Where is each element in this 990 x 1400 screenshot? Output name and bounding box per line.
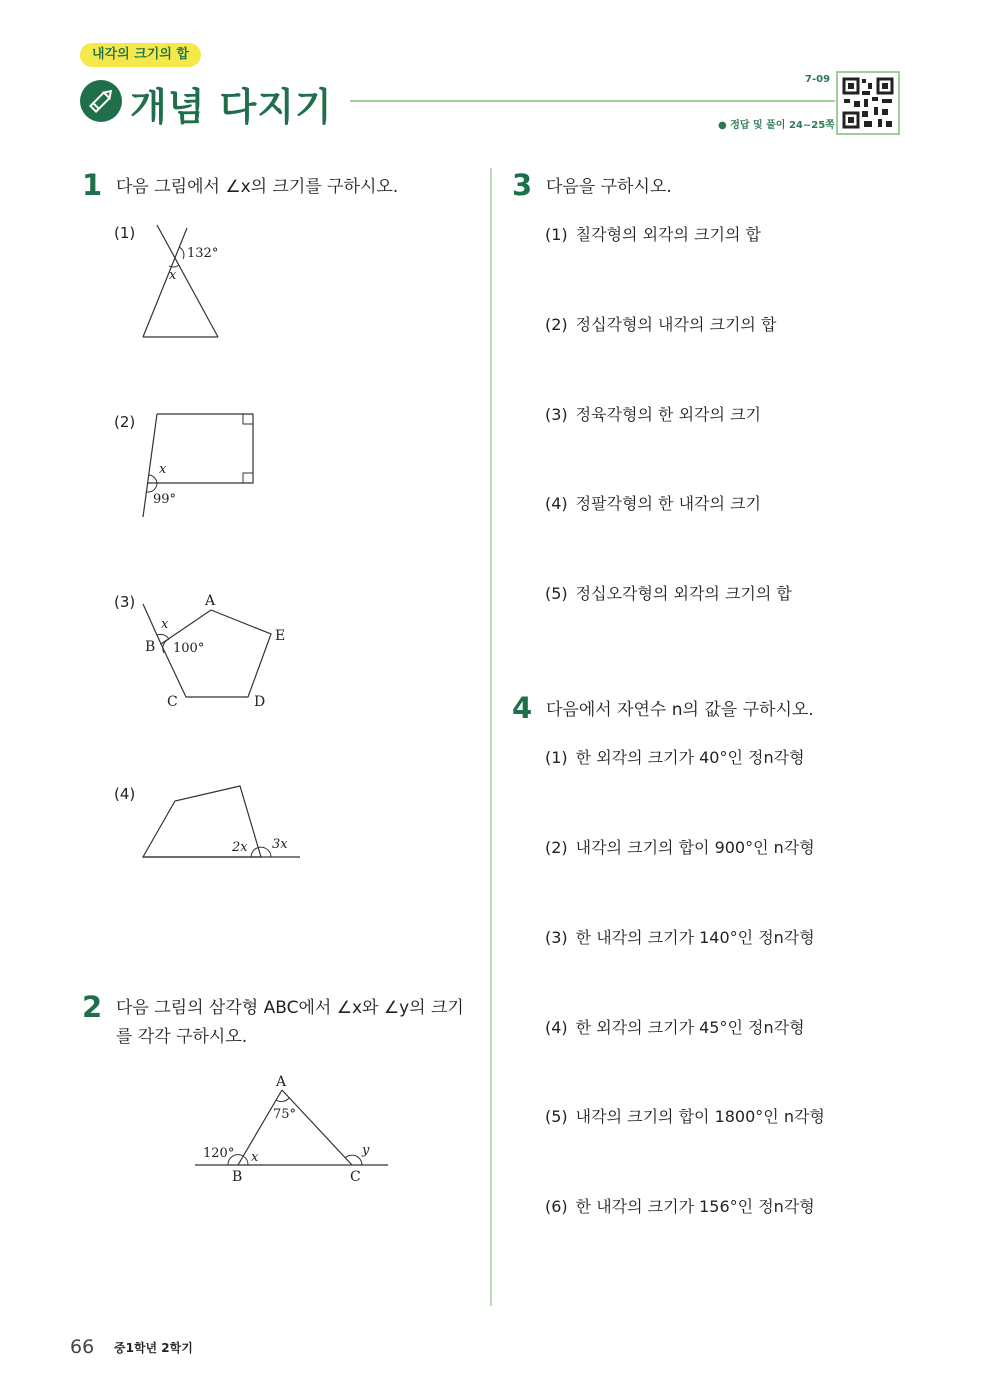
- title-rule: [350, 100, 835, 102]
- p4-item-2: (2) 내각의 크기의 합이 900°인 n각형: [545, 838, 815, 857]
- page-title: 개념 다지기: [130, 85, 333, 129]
- p2-angle-120: 120°: [203, 1146, 235, 1161]
- p1-3-angle-100: 100°: [173, 641, 205, 656]
- pencil-icon: [80, 80, 122, 122]
- p3-item-1: (1) 칠각형의 외각의 크기의 합: [545, 225, 761, 244]
- answer-reference: ● 정답 및 풀이 24~25쪽: [718, 120, 835, 131]
- p1-3-vertex-e: E: [275, 628, 286, 644]
- problem-1-question: 다음 그림에서 ∠x의 크기를 구하시오.: [116, 177, 399, 197]
- qr-code-icon[interactable]: [836, 71, 900, 135]
- p4-item-4: (4) 한 외각의 크기가 45°인 정n각형: [545, 1018, 805, 1037]
- p1-figure-1: [135, 220, 235, 345]
- problem-4-question: 다음에서 자연수 n의 값을 구하시오.: [546, 700, 814, 720]
- p2-var-x: x: [251, 1150, 259, 1165]
- p1-3-var-x: x: [161, 617, 169, 632]
- p2-vertex-c: C: [350, 1169, 361, 1185]
- p2-vertex-a: A: [276, 1074, 287, 1090]
- problem-3-number: 3: [512, 168, 533, 202]
- p4-item-3: (3) 한 내각의 크기가 140°인 정n각형: [545, 928, 815, 947]
- p1-figure-2: [135, 405, 265, 525]
- p1-1-var-x: x: [169, 268, 177, 283]
- problem-2-question-line-2: 를 각각 구하시오.: [116, 1027, 248, 1047]
- p1-figure-4: [135, 778, 310, 863]
- p1-4-label-3x: 3x: [272, 837, 288, 852]
- p1-item-4-label: (4): [114, 785, 136, 803]
- p1-3-vertex-a: A: [205, 593, 216, 609]
- p1-figure-3: [135, 588, 305, 713]
- p2-angle-75: 75°: [273, 1107, 297, 1122]
- grade-label: 중1학년 2학기: [114, 1341, 193, 1355]
- problem-1-number: 1: [82, 168, 103, 202]
- problem-4-number: 4: [512, 691, 533, 725]
- p1-3-vertex-b: B: [145, 639, 156, 655]
- topic-badge: 내각의 크기의 합: [80, 43, 201, 67]
- p2-vertex-b: B: [232, 1169, 243, 1185]
- page-number: 66: [70, 1336, 95, 1358]
- p1-3-vertex-c: C: [167, 694, 178, 710]
- p1-item-2-label: (2): [114, 413, 136, 431]
- p3-item-5: (5) 정십오각형의 외각의 크기의 합: [545, 584, 792, 603]
- p2-var-y: y: [362, 1143, 370, 1158]
- p1-1-angle-132: 132°: [187, 246, 219, 261]
- p1-item-3-label: (3): [114, 593, 136, 611]
- column-divider: [490, 168, 492, 1306]
- p1-2-var-x: x: [159, 462, 167, 477]
- p4-item-5: (5) 내각의 크기의 합이 1800°인 n각형: [545, 1107, 825, 1126]
- p3-item-4: (4) 정팔각형의 한 내각의 크기: [545, 494, 761, 513]
- problem-2-number: 2: [82, 990, 103, 1024]
- p4-item-1: (1) 한 외각의 크기가 40°인 정n각형: [545, 748, 805, 767]
- p1-4-label-2x: 2x: [232, 840, 248, 855]
- p2-triangle-figure: [190, 1068, 395, 1188]
- p1-2-angle-99: 99°: [153, 492, 177, 507]
- p3-item-3: (3) 정육각형의 한 외각의 크기: [545, 405, 761, 424]
- problem-2-question-line-1: 다음 그림의 삼각형 ABC에서 ∠x와 ∠y의 크기: [116, 998, 464, 1018]
- p3-item-2: (2) 정십각형의 내각의 크기의 합: [545, 315, 777, 334]
- p4-item-6: (6) 한 내각의 크기가 156°인 정n각형: [545, 1197, 815, 1216]
- problem-3-question: 다음을 구하시오.: [546, 177, 672, 197]
- section-code: 7-09: [805, 74, 831, 85]
- p1-item-1-label: (1): [114, 224, 136, 242]
- p1-3-vertex-d: D: [254, 694, 266, 710]
